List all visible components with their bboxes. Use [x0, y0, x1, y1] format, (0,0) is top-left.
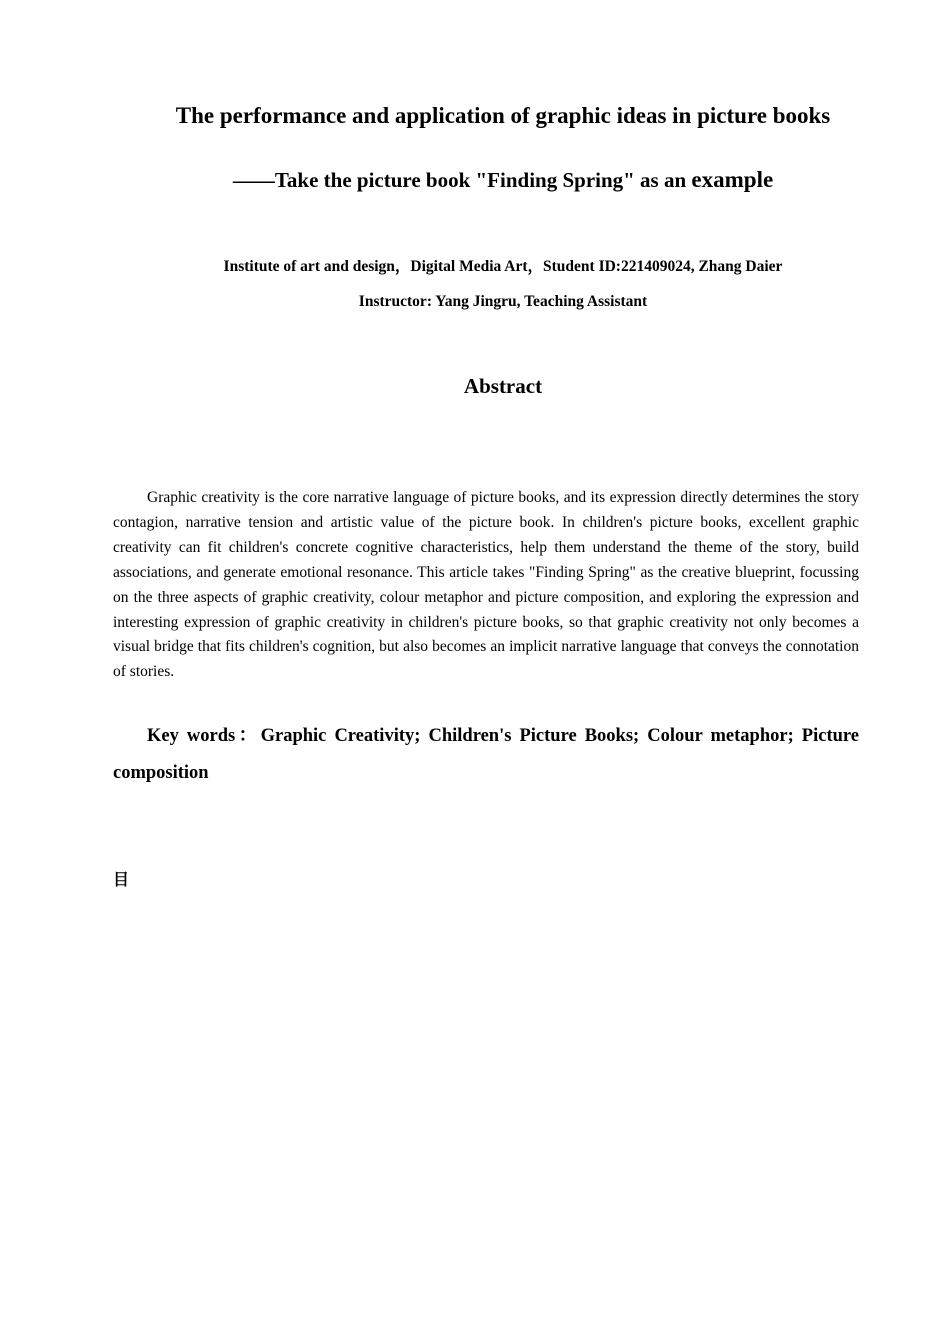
- abstract-body: Graphic creativity is the core narrative language of picture books, and its expression directly determines the story contagion, narrative tension and artistic value of the picture book. In children's picture books, excellent graphic creativity can fit children's concrete cognitive characteristics, help them understand the theme of the story, build associations, and generate emotional resonance. This article takes "Finding Spring" as the creative blueprint, focussing on the three aspects of graphic creativity, colour metaphor and picture composition, and exploring the expression and interesting expression of graphic creativity in children's picture books, so that graphic creativity not only becomes a visual bridge that fits children's cognition, but also becomes an implicit narrative language that conveys the connotation of stories.: [113, 489, 859, 681]
- paper-subtitle: [113, 164, 893, 196]
- subtitle-tail: example: [691, 167, 774, 192]
- paper-title: The performance and application of graphic ideas in picture books: [175, 103, 831, 128]
- abstract-heading: Abstract: [463, 374, 543, 398]
- subtitle-main: ——Take the picture book "Finding Spring" as an: [232, 168, 692, 192]
- author-affiliation: Institute of art and design，Digital Media Art，Student ID:221409024, Zhang Daier: [223, 258, 783, 275]
- toc-heading-char: 目: [113, 870, 130, 889]
- keywords-line: Key words：Graphic Creativity; Children's Picture Books; Colour metaphor; Picture composition: [113, 726, 859, 783]
- instructor-line: Instructor: Yang Jingru, Teaching Assistant: [358, 293, 648, 310]
